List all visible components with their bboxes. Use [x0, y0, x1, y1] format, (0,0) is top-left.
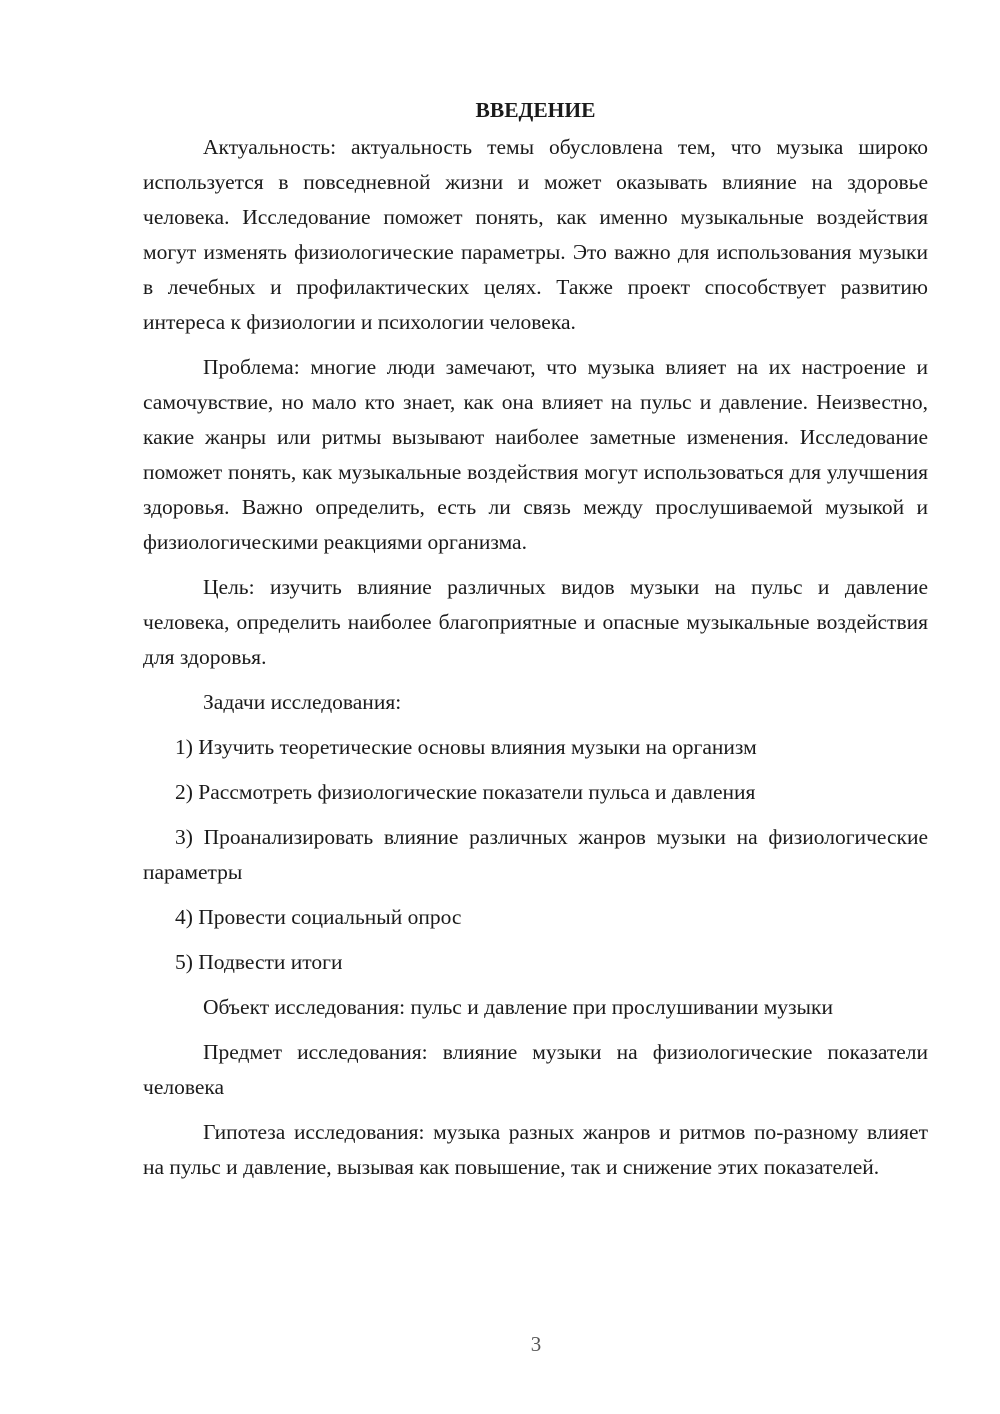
- paragraph-problem: Проблема: многие люди замечают, что музыка влияет на их настроение и самочувствие, но мало кто знает, как она влияет на пульс и давление. Неизвестно, какие жанры или ритмы вызывают наиболее заметные изменения. Исследование поможет понять, как музыкальные воздействия могут использоваться для улучшения здоровья. Важно определить, есть ли связь между прослушиваемой музыкой и физиологическими реакциями организма.: [143, 355, 928, 554]
- paragraph-object: Объект исследования: пульс и давление при прослушивании музыки: [203, 995, 833, 1019]
- task-item-4: 4) Провести социальный опрос: [175, 905, 462, 929]
- task-item-3: 3) Проанализировать влияние различных жанров музыки на физиологические параметры: [143, 825, 928, 884]
- page-title: ВВЕДЕНИЕ: [475, 98, 596, 122]
- task-item-1: 1) Изучить теоретические основы влияния музыки на организм: [175, 735, 757, 759]
- paragraph-goal: Цель: изучить влияние различных видов музыки на пульс и давление человека, определить наиболее благоприятные и опасные музыкальные воздействия для здоровья.: [143, 575, 928, 669]
- paragraph-hypothesis: Гипотеза исследования: музыка разных жанров и ритмов по-разному влияет на пульс и давление, вызывая как повышение, так и снижение этих показателей.: [143, 1120, 928, 1179]
- paragraph-subject: Предмет исследования: влияние музыки на физиологические показатели человека: [143, 1040, 928, 1099]
- task-item-5: 5) Подвести итоги: [175, 950, 343, 974]
- document-page: [143, 92, 928, 1195]
- tasks-heading: Задачи исследования:: [203, 690, 402, 714]
- paragraph-relevance: Актуальность: актуальность темы обусловлена тем, что музыка широко используется в повседневной жизни и может оказывать влияние на здоровье человека. Исследование поможет понять, как именно музыкальные воздействия могут изменять физиологические параметры. Это важно для использования музыки в лечебных и профилактических целях. Также проект способствует развитию интереса к физиологии и психологии человека.: [143, 135, 928, 334]
- task-item-2: 2) Рассмотреть физиологические показатели пульса и давления: [175, 780, 756, 804]
- page-number: 3: [530, 1332, 542, 1356]
